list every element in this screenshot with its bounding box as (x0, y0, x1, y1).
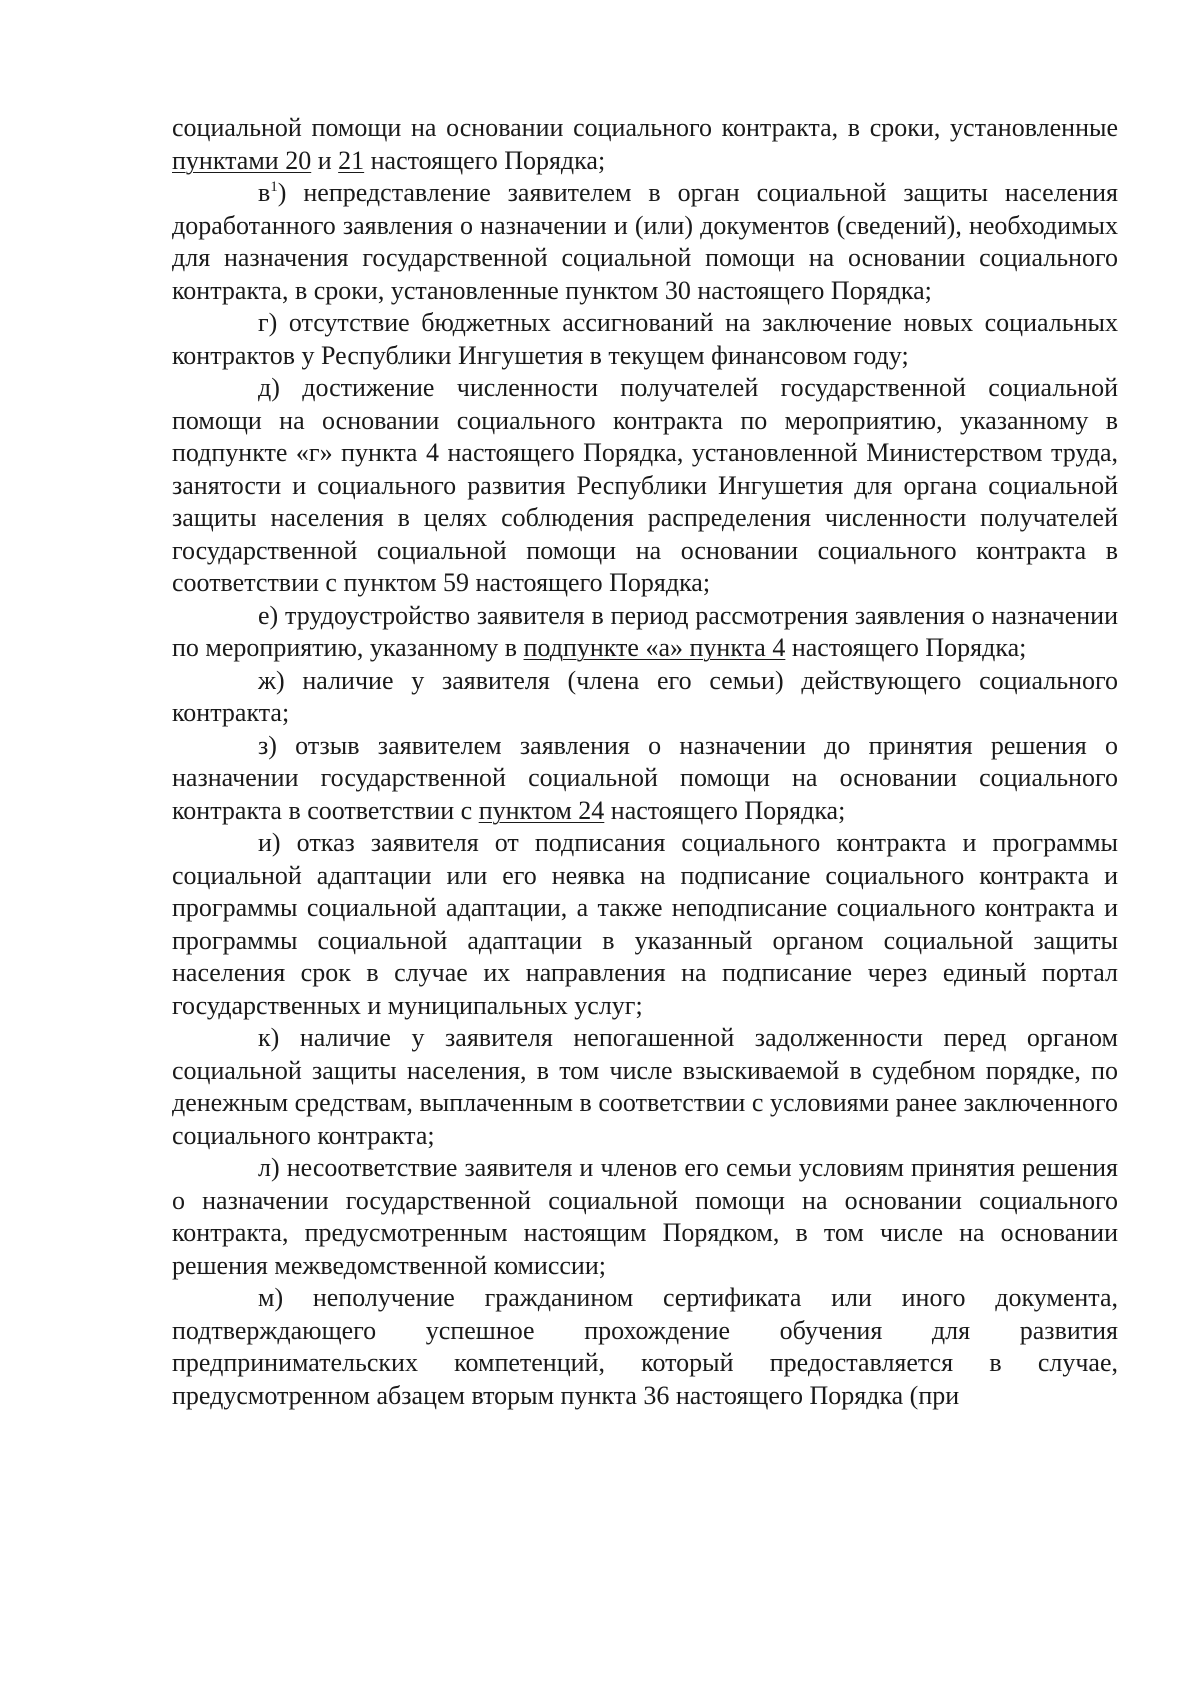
paragraph-v1 (172, 177, 1118, 307)
paragraph-m: м) неполучение гражданином сертификата или иного документа, подтверждающего успешное прохождение обучения для развития предпринимательских компетенций, который предоставляется в случае, предусмотренном абзацем вторым пункта 36 настоящего Порядка (при (172, 1283, 1118, 1410)
link-point-21[interactable]: 21 (338, 145, 365, 175)
link-point-24[interactable]: пунктом 24 (478, 795, 605, 825)
paragraph-k: к) наличие у заявителя непогашенной задолженности перед органом социальной защиты населения, в том числе взыскиваемой в судебном порядке, по денежным средствам, выплаченным в соответствии с условиями ранее заключенного социального контракта; (172, 1023, 1118, 1150)
paragraph-text: ) непредставление заявителем в орган социальной защиты населения доработанного заявления о назначении и (или) документов (сведений), необходимых для назначения государственной социальной помощи на основании социального контракта, в сроки, установленные пунктом 30 настоящего Порядка; (172, 178, 1118, 305)
paragraph-g: г) отсутствие бюджетных ассигнований на заключение новых социальных контрактов у Республики Ингушетия в текущем финансовом году; (172, 308, 1118, 370)
link-subpoint-a-point-4[interactable]: подпункте «а» пункта 4 (523, 633, 786, 662)
paragraph-text: социальной помощи на основании социального контракта, в сроки, установленные (172, 113, 1118, 142)
paragraph-continuation (172, 112, 1118, 177)
paragraph-text: настоящего Порядка; (364, 145, 606, 175)
item-letter: в (258, 178, 271, 207)
paragraph-z (172, 730, 1118, 828)
paragraph-text: настоящего Порядка; (785, 633, 1027, 662)
paragraph-text: настоящего Порядка; (604, 795, 846, 825)
paragraph-e (172, 600, 1118, 665)
paragraph-l: л) несоответствие заявителя и членов его семьи условиям принятия решения о назначении государственной социальной помощи на основании социального контракта, предусмотренным настоящим Порядком, в том числе на основании решения межведомственной комиссии; (172, 1153, 1118, 1280)
document-page (172, 112, 1118, 1412)
paragraph-text: е) трудоустройство заявителя в период рассмотрения заявления о назначении по мероприятию, указанному в (172, 600, 1118, 662)
paragraph-text: з) отзыв заявителем заявления о назначении до принятия решения о назначении государственной социальной помощи на основании социального контракта в соответствии с (172, 730, 1118, 825)
link-points-20[interactable]: пунктами 20 (172, 145, 312, 175)
paragraph-text: и (311, 145, 339, 175)
superscript: 1 (270, 179, 278, 195)
paragraph-d: д) достижение численности получателей государственной социальной помощи на основании социального контракта по мероприятию, указанному в подпункте «г» пункта 4 настоящего Порядка, установленной Министерством труда, занятости и социального развития Республики Ингушетия для органа социальной защиты населения в целях соблюдения распределения численности получателей государственной социальной помощи на основании социального контракта в соответствии с пунктом 59 настоящего Порядка; (172, 373, 1118, 597)
paragraph-i: и) отказ заявителя от подписания социального контракта и программы социальной адаптации или его неявка на подписание социального контракта и программы социальной адаптации, а также неподписание социального контракта и программы социальной адаптации в указанный органом социальной защиты населения срок в случае их направления на подписание через единый портал государственных и муниципальных услуг; (172, 828, 1118, 1020)
paragraph-zh: ж) наличие у заявителя (члена его семьи) действующего социального контракта; (172, 665, 1118, 727)
